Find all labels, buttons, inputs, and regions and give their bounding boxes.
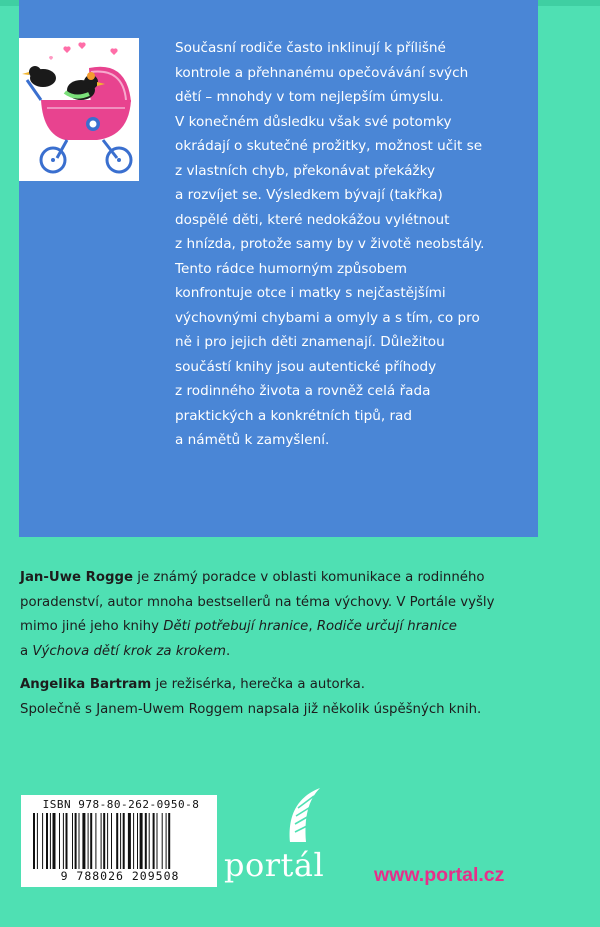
bio-text: , bbox=[308, 619, 317, 634]
blurb-line: dospělé děti, které nedokážou vylétnout bbox=[175, 211, 450, 228]
bio-text: je známý poradce v oblasti komunikace a rodinného bbox=[133, 570, 485, 585]
blurb-line: z hnízda, protože samy by v životě neobstály. bbox=[175, 236, 485, 252]
author-name: Jan-Uwe Rogge bbox=[20, 570, 134, 585]
blurb-line: Tento rádce humorným způsobem bbox=[175, 260, 408, 277]
blurb-line: dětí – mnohdy v tom nejlepším úmyslu. bbox=[175, 89, 444, 105]
blurb-line: a rozvíjet se. Výsledkem bývají (takřka) bbox=[175, 187, 443, 203]
stroller-illustration bbox=[19, 38, 139, 181]
blurb-line: z rodinného života a rovněž celá řada bbox=[175, 383, 431, 399]
portal-logo-icon bbox=[284, 786, 326, 844]
blurb-line: V konečném důsledku však své potomky bbox=[175, 113, 452, 130]
publisher-logo-text: portál bbox=[224, 846, 325, 884]
book-title: Výchova dětí krok za krokem bbox=[32, 643, 226, 659]
blurb-line: kontrole a přehnanému opečovávání svých bbox=[175, 64, 469, 81]
bio-text: a bbox=[20, 643, 33, 659]
book-title: Děti potřebují hranice bbox=[163, 619, 309, 634]
bio-text: je režisérka, herečka a autorka. bbox=[151, 677, 365, 692]
blurb-line: a námětů k zamyšlení. bbox=[175, 432, 330, 448]
bio-text: Společně s Janem-Uwem Roggem napsala již několik úspěšných knih. bbox=[20, 701, 482, 717]
bio-text: mimo jiné jeho knihy bbox=[20, 619, 164, 634]
blurb-line: výchovnými chybami a omyly a s tím, co pro bbox=[175, 309, 480, 326]
isbn-barcode bbox=[21, 795, 217, 887]
bio-text: . bbox=[225, 643, 231, 659]
isbn-number: ISBN 978-80-262-0950-8 bbox=[42, 798, 200, 811]
blurb-line: okrádají o skutečné prožitky, možnost učit se bbox=[175, 138, 483, 154]
author-bios bbox=[20, 566, 580, 731]
blurb-line: součástí knihy jsou autentické příhody bbox=[175, 358, 437, 375]
blurb-line: praktických a konkrétních tipů, rad bbox=[175, 407, 413, 424]
birds-in-stroller-picture bbox=[19, 38, 139, 181]
blurb-line: ně i pro jejich děti znamenají. Důležitou bbox=[175, 334, 445, 350]
bio-text: poradenství, autor mnoha bestsellerů na téma výchovy. V Portále vyšly bbox=[20, 594, 495, 610]
back-cover-blurb bbox=[175, 36, 525, 453]
blurb-line: z vlastních chyb, překonávat překážky bbox=[175, 162, 435, 179]
author-bio-rogge bbox=[20, 566, 580, 664]
book-title: Rodiče určují hranice bbox=[316, 619, 457, 634]
author-bio-bartram bbox=[20, 673, 580, 722]
blurb-line: konfrontuje otce i matky s nejčastějšími bbox=[175, 285, 446, 301]
ean-digits: 9 788026 209508 bbox=[60, 869, 180, 883]
publisher-url[interactable]: www.portal.cz bbox=[374, 864, 505, 886]
barcode-bars bbox=[31, 813, 207, 869]
author-name: Angelika Bartram bbox=[20, 677, 152, 692]
blurb-line: Současní rodiče často inklinují k přílišné bbox=[175, 40, 446, 56]
